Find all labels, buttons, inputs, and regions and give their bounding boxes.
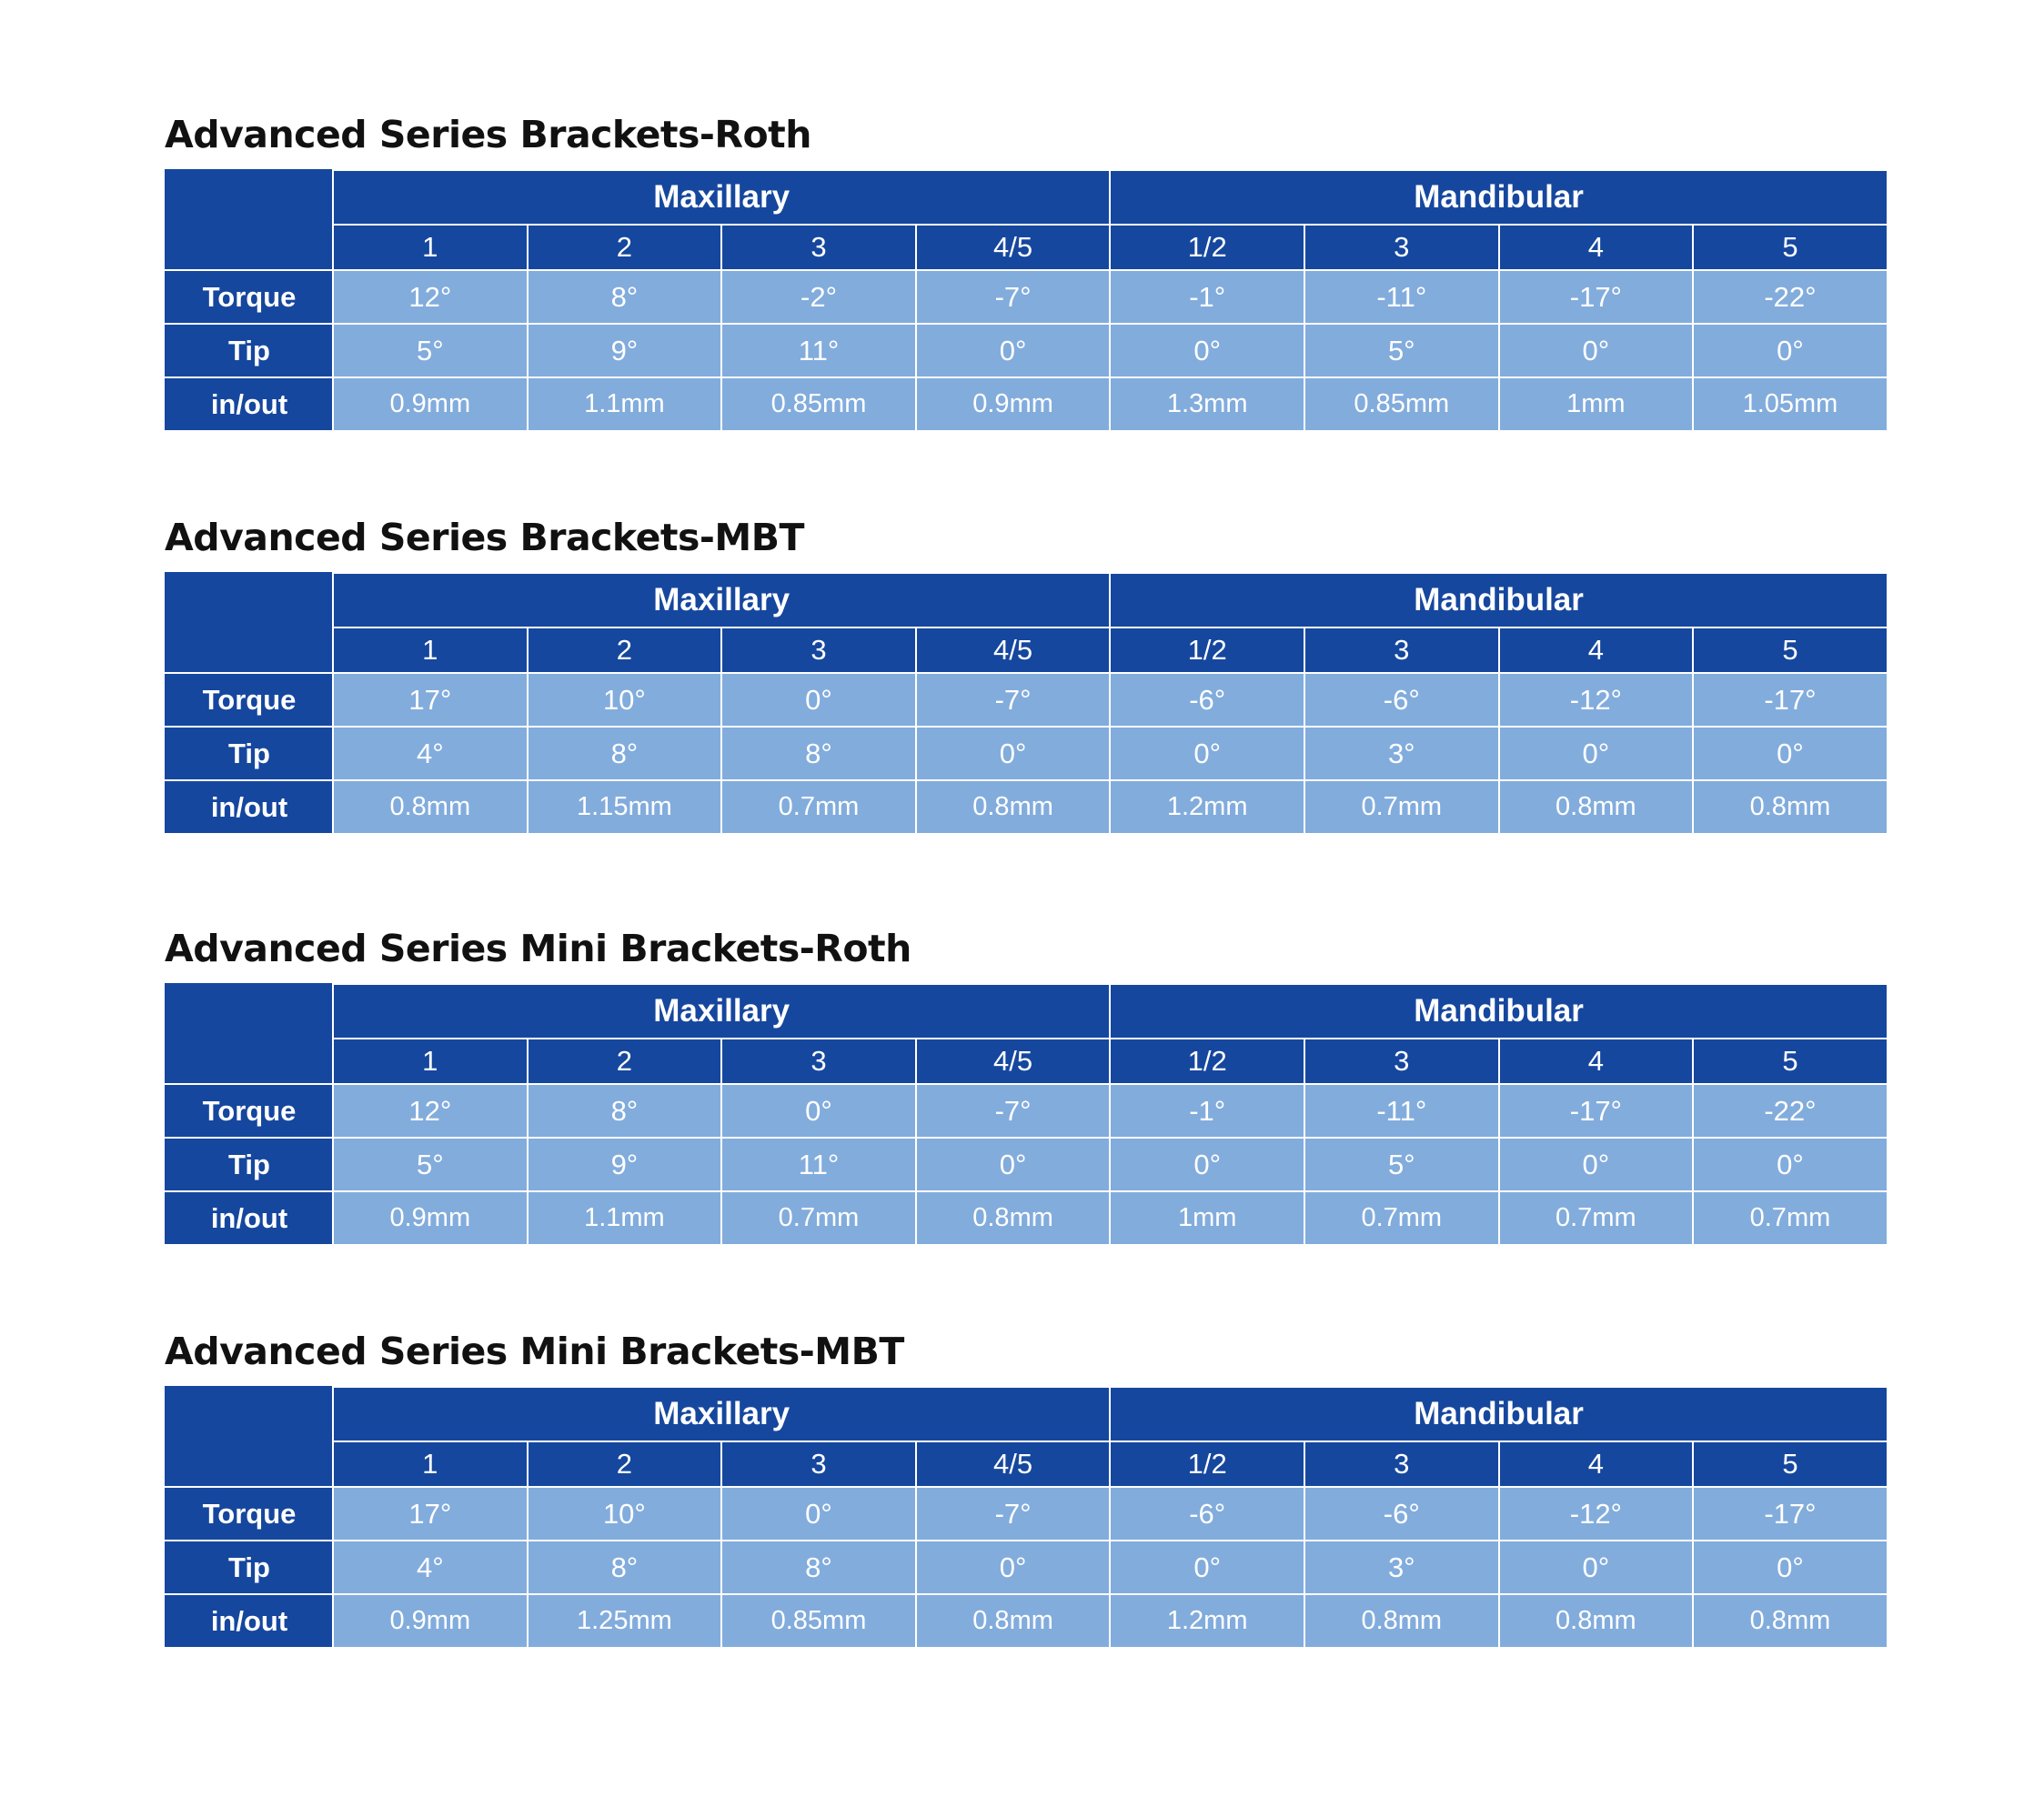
value-cell: -17°	[1499, 270, 1694, 324]
value-cell: -17°	[1499, 1084, 1694, 1138]
value-cell: 1.2mm	[1110, 1594, 1304, 1648]
group-header-row	[166, 170, 1888, 225]
value-cell: 0.8mm	[1693, 780, 1888, 834]
value-cell: 0°	[1693, 1138, 1888, 1191]
value-cell: 0.7mm	[1304, 780, 1499, 834]
tooth-number-header: 4	[1499, 1039, 1694, 1084]
value-cell: -1°	[1110, 270, 1304, 324]
tooth-number-header: 1/2	[1110, 1441, 1304, 1487]
value-cell: -11°	[1304, 270, 1499, 324]
value-cell: 0°	[1499, 1541, 1694, 1594]
value-cell: 8°	[528, 1084, 722, 1138]
value-cell: 8°	[528, 270, 722, 324]
value-cell: 17°	[333, 673, 528, 727]
group-header-maxillary: Maxillary	[333, 984, 1110, 1039]
row-label: in/out	[166, 1594, 333, 1648]
value-cell: 10°	[528, 1487, 722, 1541]
tooth-number-header: 3	[1304, 225, 1499, 270]
tooth-number-header: 4/5	[916, 627, 1111, 673]
table-row-torque	[166, 1487, 1888, 1541]
value-cell: 9°	[528, 324, 722, 377]
value-cell: 11°	[721, 1138, 916, 1191]
value-cell: 1mm	[1110, 1191, 1304, 1245]
value-cell: 8°	[721, 1541, 916, 1594]
tooth-number-header: 5	[1693, 627, 1888, 673]
row-label: Tip	[166, 727, 333, 780]
group-header-mandibular: Mandibular	[1110, 1387, 1887, 1441]
value-cell: 0.8mm	[916, 1191, 1111, 1245]
bracket-spec-table	[165, 1386, 1888, 1649]
row-label: Torque	[166, 270, 333, 324]
value-cell: -22°	[1693, 1084, 1888, 1138]
value-cell: -12°	[1499, 1487, 1694, 1541]
value-cell: -7°	[916, 270, 1111, 324]
tooth-number-header: 1/2	[1110, 1039, 1304, 1084]
group-header-mandibular: Mandibular	[1110, 170, 1887, 225]
value-cell: 0.7mm	[721, 1191, 916, 1245]
value-cell: -22°	[1693, 270, 1888, 324]
tooth-number-header: 1	[333, 627, 528, 673]
value-cell: 0.8mm	[1304, 1594, 1499, 1648]
value-cell: 0°	[1110, 1138, 1304, 1191]
value-cell: 0.9mm	[333, 377, 528, 431]
row-label: Torque	[166, 1084, 333, 1138]
row-label: Torque	[166, 673, 333, 727]
value-cell: 12°	[333, 270, 528, 324]
value-cell: -12°	[1499, 673, 1694, 727]
value-cell: 5°	[333, 324, 528, 377]
tooth-number-header: 4	[1499, 1441, 1694, 1487]
value-cell: 0.85mm	[721, 377, 916, 431]
tooth-number-header: 4/5	[916, 225, 1111, 270]
tooth-number-header: 4	[1499, 225, 1694, 270]
value-cell: 3°	[1304, 727, 1499, 780]
table-row-tip	[166, 727, 1888, 780]
tooth-number-header: 1	[333, 225, 528, 270]
tooth-number-header: 3	[721, 225, 916, 270]
tooth-header-row	[166, 1441, 1888, 1487]
value-cell: -7°	[916, 673, 1111, 727]
value-cell: 17°	[333, 1487, 528, 1541]
value-cell: 11°	[721, 324, 916, 377]
tooth-header-row	[166, 225, 1888, 270]
tooth-number-header: 5	[1693, 1441, 1888, 1487]
value-cell: 0°	[916, 1541, 1111, 1594]
group-header-maxillary: Maxillary	[333, 573, 1110, 627]
group-header-row	[166, 984, 1888, 1039]
value-cell: 0°	[721, 673, 916, 727]
row-label: Tip	[166, 1541, 333, 1594]
value-cell: 0.7mm	[1304, 1191, 1499, 1245]
table-row-torque	[166, 270, 1888, 324]
table-row-torque	[166, 1084, 1888, 1138]
group-header-maxillary: Maxillary	[333, 170, 1110, 225]
value-cell: -17°	[1693, 673, 1888, 727]
tooth-number-header: 3	[1304, 627, 1499, 673]
value-cell: 0.9mm	[333, 1191, 528, 1245]
value-cell: 0°	[916, 324, 1111, 377]
tooth-number-header: 2	[528, 627, 722, 673]
value-cell: 8°	[721, 727, 916, 780]
table-row-in-out	[166, 377, 1888, 431]
value-cell: 0.7mm	[1499, 1191, 1694, 1245]
section-title: Advanced Series Mini Brackets-MBT	[165, 1330, 904, 1373]
bracket-spec-table	[165, 169, 1888, 432]
value-cell: -11°	[1304, 1084, 1499, 1138]
value-cell: 1.25mm	[528, 1594, 722, 1648]
value-cell: 0.8mm	[916, 780, 1111, 834]
bracket-spec-table	[165, 572, 1888, 835]
group-header-mandibular: Mandibular	[1110, 984, 1887, 1039]
value-cell: -6°	[1110, 673, 1304, 727]
value-cell: 0°	[1499, 727, 1694, 780]
tooth-number-header: 3	[721, 627, 916, 673]
tooth-header-row	[166, 627, 1888, 673]
tooth-number-header: 2	[528, 1039, 722, 1084]
value-cell: 12°	[333, 1084, 528, 1138]
tooth-number-header: 5	[1693, 225, 1888, 270]
value-cell: -1°	[1110, 1084, 1304, 1138]
row-label: Tip	[166, 1138, 333, 1191]
value-cell: -7°	[916, 1084, 1111, 1138]
value-cell: -7°	[916, 1487, 1111, 1541]
value-cell: 1mm	[1499, 377, 1694, 431]
tooth-number-header: 4	[1499, 627, 1694, 673]
table-row-tip	[166, 1138, 1888, 1191]
corner-cell	[166, 170, 333, 270]
value-cell: -6°	[1304, 673, 1499, 727]
row-label: Tip	[166, 324, 333, 377]
value-cell: -6°	[1110, 1487, 1304, 1541]
row-label: Torque	[166, 1487, 333, 1541]
value-cell: 0°	[1110, 1541, 1304, 1594]
value-cell: -2°	[721, 270, 916, 324]
section-title: Advanced Series Mini Brackets-Roth	[165, 927, 911, 970]
value-cell: 9°	[528, 1138, 722, 1191]
table-row-torque	[166, 673, 1888, 727]
value-cell: 1.3mm	[1110, 377, 1304, 431]
tooth-number-header: 1	[333, 1441, 528, 1487]
tooth-header-row	[166, 1039, 1888, 1084]
group-header-row	[166, 1387, 1888, 1441]
tooth-number-header: 1	[333, 1039, 528, 1084]
group-header-mandibular: Mandibular	[1110, 573, 1887, 627]
value-cell: 0.85mm	[1304, 377, 1499, 431]
value-cell: 0.9mm	[916, 377, 1111, 431]
table-row-in-out	[166, 780, 1888, 834]
value-cell: 0.8mm	[1499, 1594, 1694, 1648]
value-cell: 0°	[1499, 324, 1694, 377]
value-cell: 5°	[1304, 1138, 1499, 1191]
row-label: in/out	[166, 1191, 333, 1245]
value-cell: 0.8mm	[1693, 1594, 1888, 1648]
value-cell: 0.85mm	[721, 1594, 916, 1648]
corner-cell	[166, 984, 333, 1084]
value-cell: 0°	[916, 1138, 1111, 1191]
value-cell: 0°	[1693, 1541, 1888, 1594]
value-cell: 4°	[333, 1541, 528, 1594]
value-cell: 0°	[1693, 727, 1888, 780]
value-cell: 0°	[916, 727, 1111, 780]
value-cell: 1.1mm	[528, 377, 722, 431]
tooth-number-header: 3	[721, 1039, 916, 1084]
tooth-number-header: 1/2	[1110, 627, 1304, 673]
value-cell: 10°	[528, 673, 722, 727]
table-row-in-out	[166, 1594, 1888, 1648]
section-title: Advanced Series Brackets-MBT	[165, 516, 804, 559]
value-cell: 0.7mm	[721, 780, 916, 834]
value-cell: 0.8mm	[1499, 780, 1694, 834]
corner-cell	[166, 1387, 333, 1487]
tooth-number-header: 3	[721, 1441, 916, 1487]
group-header-row	[166, 573, 1888, 627]
table-row-tip	[166, 324, 1888, 377]
value-cell: 0°	[1693, 324, 1888, 377]
value-cell: 8°	[528, 1541, 722, 1594]
value-cell: 5°	[333, 1138, 528, 1191]
table-row-tip	[166, 1541, 1888, 1594]
tooth-number-header: 4/5	[916, 1441, 1111, 1487]
value-cell: 0.9mm	[333, 1594, 528, 1648]
tooth-number-header: 2	[528, 225, 722, 270]
tooth-number-header: 1/2	[1110, 225, 1304, 270]
group-header-maxillary: Maxillary	[333, 1387, 1110, 1441]
row-label: in/out	[166, 780, 333, 834]
value-cell: 4°	[333, 727, 528, 780]
corner-cell	[166, 573, 333, 673]
value-cell: 0.7mm	[1693, 1191, 1888, 1245]
tooth-number-header: 4/5	[916, 1039, 1111, 1084]
value-cell: 5°	[1304, 324, 1499, 377]
value-cell: 0°	[721, 1487, 916, 1541]
value-cell: 1.15mm	[528, 780, 722, 834]
value-cell: 0°	[1110, 727, 1304, 780]
value-cell: 0°	[1499, 1138, 1694, 1191]
value-cell: 0.8mm	[916, 1594, 1111, 1648]
section-title: Advanced Series Brackets-Roth	[165, 113, 811, 156]
tooth-number-header: 3	[1304, 1039, 1499, 1084]
value-cell: 1.1mm	[528, 1191, 722, 1245]
value-cell: 1.2mm	[1110, 780, 1304, 834]
value-cell: -17°	[1693, 1487, 1888, 1541]
tooth-number-header: 3	[1304, 1441, 1499, 1487]
value-cell: 1.05mm	[1693, 377, 1888, 431]
row-label: in/out	[166, 377, 333, 431]
tooth-number-header: 2	[528, 1441, 722, 1487]
value-cell: 0°	[1110, 324, 1304, 377]
table-row-in-out	[166, 1191, 1888, 1245]
value-cell: 0.8mm	[333, 780, 528, 834]
value-cell: 3°	[1304, 1541, 1499, 1594]
value-cell: 8°	[528, 727, 722, 780]
bracket-spec-table	[165, 983, 1888, 1246]
value-cell: 0°	[721, 1084, 916, 1138]
tooth-number-header: 5	[1693, 1039, 1888, 1084]
value-cell: -6°	[1304, 1487, 1499, 1541]
